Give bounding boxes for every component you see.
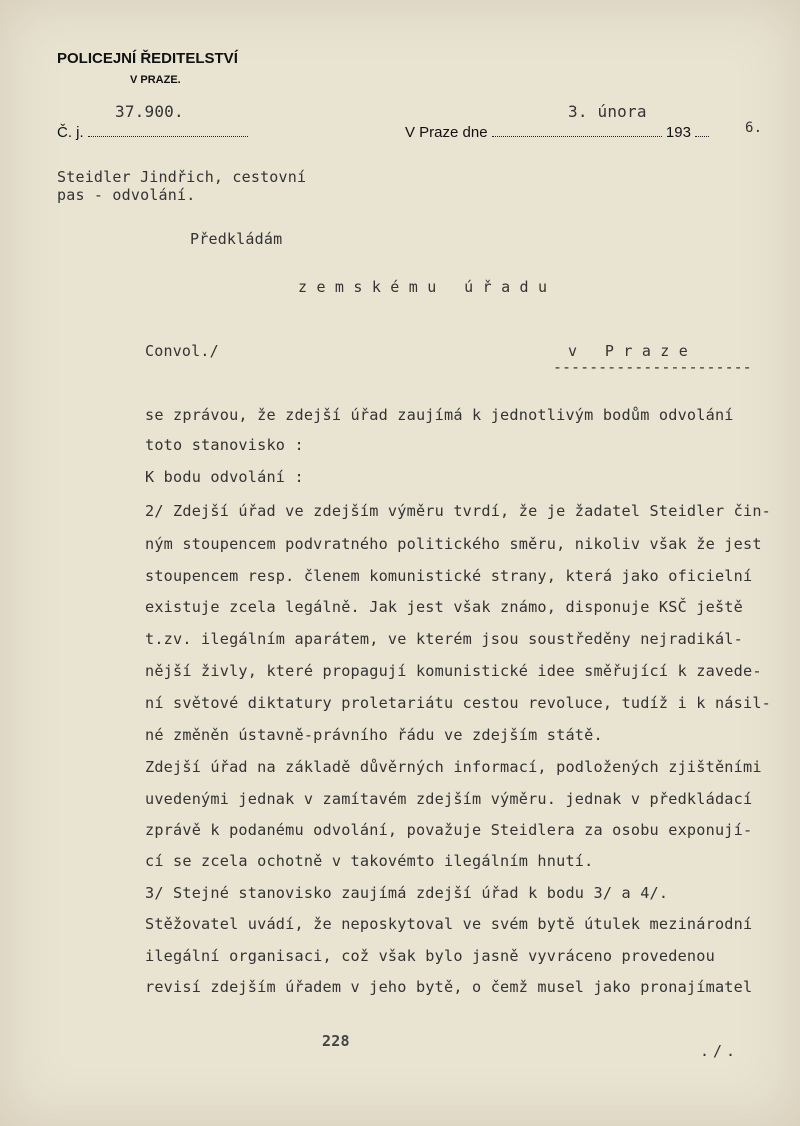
body-line: K bodu odvolání : (145, 468, 304, 486)
subject-line-2: pas - odvolání. (57, 186, 196, 204)
body-line: ilegální organisaci, což však bylo jasně vyvráceno provedenou (145, 947, 715, 965)
body-line: toto stanovisko : (145, 436, 304, 454)
continuation-mark: ./. (700, 1042, 740, 1060)
body-line: cí se zcela ochotně v takovémto ilegálním hnutí. (145, 852, 594, 870)
date-dotted-line (492, 136, 662, 137)
subject-line-1: Steidler Jindřich, cestovní (57, 168, 307, 186)
office-city: V PRAZE. (130, 74, 181, 86)
body-line: ní světové diktatury proletariátu cestou revoluce, tudíž i k násil- (145, 694, 772, 712)
body-line: né změněn ústavně-právního řádu ve zdejším státě. (145, 726, 603, 744)
enclosure-text: Convol./ (145, 342, 219, 360)
date-place-label: V Praze dne (405, 124, 488, 141)
date-day-month: 3. února (568, 102, 647, 121)
body-line: se zprávou, že zdejší úřad zaujímá k jednotlivým bodům odvolání (145, 406, 734, 424)
body-line: zprávě k podanému odvolání, považuje Steidlera za osobu exponují- (145, 821, 753, 839)
reference-dotted-line (88, 136, 248, 137)
body-line: existuje zcela legálně. Jak jest však známo, disponuje KSČ ještě (145, 598, 743, 616)
location-underline: ---------------------- (553, 358, 752, 376)
body-line: 2/ Zdejší úřad ve zdejším výměru tvrdí, že je žadatel Steidler čin- (145, 502, 772, 520)
body-line: 3/ Stejné stanovisko zaujímá zdejší úřad k bodu 3/ a 4/. (145, 884, 669, 902)
body-line: stoupencem resp. členem komunistické strany, která jako oficielní (145, 567, 753, 585)
body-line: ným stoupencem podvratného politického směru, nikoliv však že jest (145, 535, 762, 553)
date-year-line (695, 136, 709, 137)
body-line: revisí zdejším úřadem v jeho bytě, o čemž musel jako pronajímatel (145, 978, 753, 996)
reference-label (57, 124, 248, 141)
date-year-digit: 6. (745, 120, 763, 136)
recipient-text: z e m s k é m u ú ř a d u (298, 278, 548, 296)
reference-number: 37.900. (115, 102, 184, 121)
body-line: Zdejší úřad na základě důvěrných informací, podložených zjištěními (145, 758, 762, 776)
reference-label-text: Č. j. (57, 124, 84, 141)
date-line (405, 124, 709, 141)
date-year-prefix: 193 (665, 124, 691, 141)
body-line: t.zv. ilegálním aparátem, ve kterém jsou soustředěny nejradikál- (145, 630, 743, 648)
body-line: nější živly, které propagují komunistické idee směřující k zavede- (145, 662, 762, 680)
office-name: POLICEJNÍ ŘEDITELSTVÍ (57, 50, 238, 67)
intro-text: Předkládám (190, 230, 283, 248)
location-text: v P r a z e (568, 342, 688, 360)
page-mark: 228 (322, 1032, 350, 1050)
body-line: uvedenými jednak v zamítavém zdejším výměru. jednak v předkládací (145, 790, 753, 808)
body-line: Stěžovatel uvádí, že neposkytoval ve svém bytě útulek mezinárodní (145, 915, 753, 933)
